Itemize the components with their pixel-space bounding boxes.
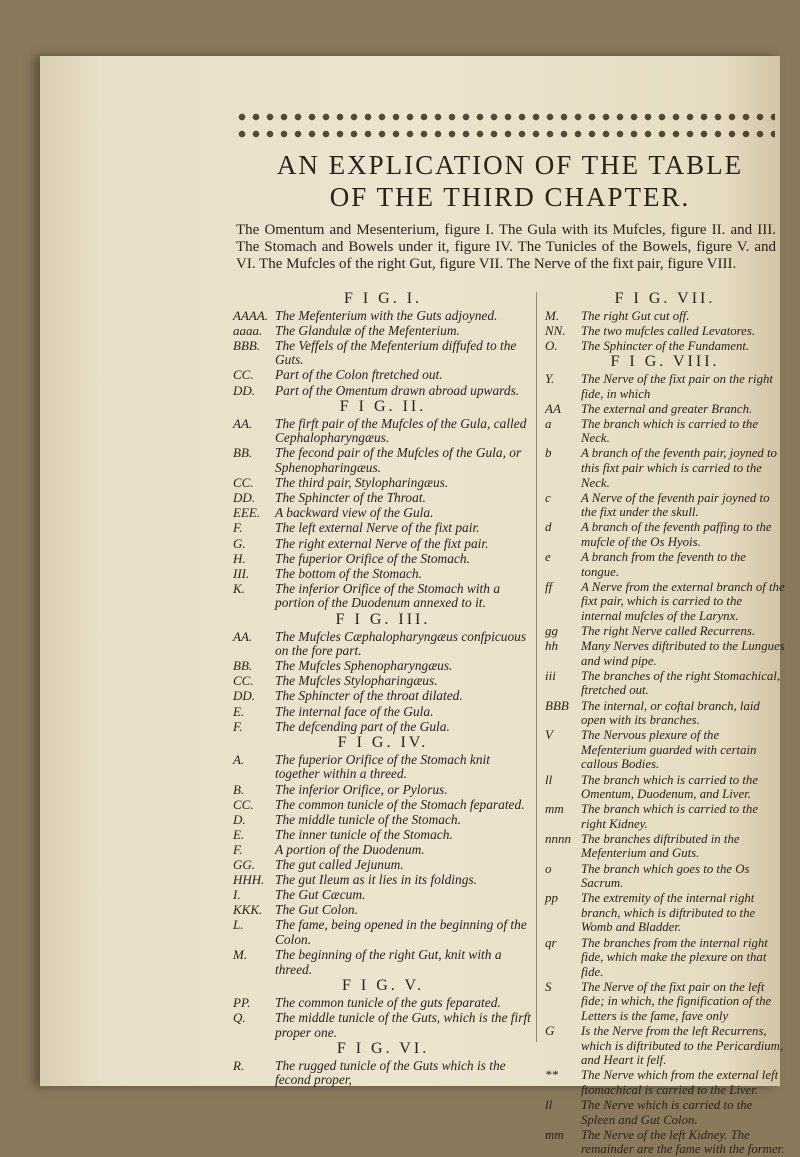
entry-letter: DD.: [233, 382, 256, 398]
entry-letter: H.: [233, 550, 246, 566]
legend-entry: [545, 580, 785, 624]
entry-description: The firft pair of the Mufcles of the Gula, called Cephalopharyngæus.: [275, 415, 527, 446]
entry-letter: e: [545, 549, 551, 565]
legend-entry: [233, 858, 533, 873]
legend-entry: [233, 843, 533, 858]
entry-description: The fame, being opened in the beginning of the Colon.: [275, 917, 527, 947]
legend-entry: [233, 491, 533, 506]
entry-letter: I.: [233, 887, 241, 903]
legend-entry: [233, 368, 533, 383]
legend-entry: [545, 1068, 785, 1097]
entry-description: The middle tunicle of the Guts, which is the firft proper one.: [275, 1009, 531, 1040]
entry-letter: AA.: [233, 628, 253, 644]
legend-entry: [545, 520, 785, 549]
legend-entry: [545, 372, 785, 401]
legend-entry: [233, 537, 533, 552]
entry-letter: ff: [545, 578, 553, 594]
entry-letter: Y.: [545, 370, 555, 386]
entry-description: The defcending part of the Gula.: [275, 718, 450, 734]
legend-entry: [233, 873, 533, 888]
entry-description: The internal, or coftal branch, laid open with its branches.: [581, 698, 760, 728]
entry-description: The common tunicle of the Stomach feparated.: [275, 796, 525, 812]
entry-description: The fuperior Orifice of the Stomach knit together within a threed.: [275, 751, 490, 782]
entry-description: The internal face of the Gula.: [275, 703, 434, 719]
legend-entry: [545, 309, 785, 324]
legend-entry: [545, 699, 785, 728]
entry-description: Many Nerves diftributed to the Lungues and wind pipe.: [581, 639, 785, 668]
entry-description: The inner tunicle of the Stomach.: [275, 826, 453, 842]
entry-letter: aaaa.: [233, 322, 263, 338]
legend-entry: [233, 1011, 533, 1040]
entry-description: The Nerve which is carried to the Spleen and Gut Colon.: [581, 1098, 753, 1127]
entry-letter: o: [545, 860, 552, 876]
legend-entry: [545, 324, 785, 339]
entry-letter: GG.: [233, 856, 256, 872]
legend-entry: [233, 828, 533, 843]
legend-entry: [545, 832, 785, 861]
entry-description: A backward view of the Gula.: [275, 505, 434, 521]
entry-description: The Sphincter of the throat dilated.: [275, 688, 463, 704]
legend-entry: [233, 309, 533, 324]
entry-description: The bottom of the Stomach.: [275, 565, 422, 581]
legend-entry: [233, 753, 533, 782]
entry-letter: c: [545, 489, 551, 505]
entry-letter: a: [545, 415, 552, 431]
entry-letter: A.: [233, 751, 245, 767]
entry-letter: CC.: [233, 367, 254, 383]
entry-letter: G.: [233, 535, 246, 551]
entry-letter: AAAA.: [233, 307, 269, 323]
legend-entry: [545, 936, 785, 980]
entry-letter: gg: [545, 623, 558, 639]
legend-entry: [545, 802, 785, 831]
entry-description: A branch of the feventh paffing to the mufcle of the Os Hyois.: [581, 520, 772, 549]
legend-entry: [233, 798, 533, 813]
entry-letter: ll: [545, 771, 553, 787]
entry-letter: D.: [233, 811, 246, 827]
entry-letter: F.: [233, 841, 243, 857]
entry-letter: EEE.: [233, 505, 261, 521]
legend-entry: [233, 339, 533, 368]
entry-letter: DD.: [233, 688, 256, 704]
entry-description: The external and greater Branch.: [581, 401, 753, 416]
entry-description: The middle tunicle of the Stomach.: [275, 811, 461, 827]
legend-entry: [233, 813, 533, 828]
legend-entry: [233, 918, 533, 947]
entry-description: The two mufcles called Levatores.: [581, 323, 756, 338]
entry-letter: F.: [233, 520, 243, 536]
entry-letter: HHH.: [233, 872, 265, 888]
figure-heading: F I G. III.: [335, 610, 431, 628]
legend-entry: [545, 417, 785, 446]
entry-letter: mm: [545, 801, 564, 817]
legend-entry: [233, 552, 533, 567]
entry-description: The left external Nerve of the fixt pair.: [275, 520, 480, 536]
legend-entry: [545, 1128, 785, 1157]
entry-description: A branch of the feventh pair, joyned to this fixt pair which is carried to the Neck.: [581, 446, 777, 490]
legend-entry: [233, 567, 533, 582]
figure-heading: F I G. II.: [339, 398, 427, 416]
entry-letter: pp: [545, 890, 558, 906]
entry-description: The Nerve of the fixt pair on the right fide, in which: [581, 371, 773, 401]
entry-description: The Mufcles Cæphalopharyngæus confpicuous on the fore part.: [275, 628, 527, 659]
legend-entry: [545, 624, 785, 639]
entry-letter: BBB.: [233, 337, 261, 353]
intro-paragraph: The Omentum and Mesenterium, figure I. The Gula with its Mufcles, figure II. and III. The Stomach and Bowels under it, figure IV. The Tunicles of the Bowels, figure V. and VI. The Mufcles of the right Gut, figure VII. The Nerve of the fixt pair, figure VIII.: [236, 222, 776, 272]
entry-letter: O.: [545, 337, 558, 353]
entry-letter: d: [545, 519, 552, 535]
entry-description: The branches of the right Stomachical, ftretched out.: [581, 668, 781, 698]
entry-description: The branch which is carried to the Omentum, Duodenum, and Liver.: [581, 772, 759, 802]
entry-description: The Gut Colon.: [275, 902, 358, 918]
legend-entry: [233, 630, 533, 659]
legend-entry: [233, 689, 533, 704]
entry-letter: S: [545, 978, 552, 994]
column-divider: [536, 292, 537, 1042]
legend-entry: [545, 491, 785, 520]
legend-entry: [233, 948, 533, 977]
legend-entry: [233, 674, 533, 689]
entry-description: The Nervous plexure of the Mefenterium guarded with certain callous Bodies.: [581, 728, 757, 772]
entry-letter: NN.: [545, 322, 566, 338]
entry-letter: PP.: [233, 994, 251, 1010]
entry-description: The Nerve which from the external left ftomachical is carried to the Liver.: [581, 1068, 779, 1097]
legend-entry: [545, 550, 785, 579]
entry-letter: Q.: [233, 1009, 246, 1025]
entry-description: The fecond pair of the Mufcles of the Gula, or Sphenopharingæus.: [275, 445, 522, 476]
page-title-line-1: AN EXPLICATION OF THE TABLE: [276, 150, 744, 180]
entry-letter: B.: [233, 781, 245, 797]
legend-entry: [233, 659, 533, 674]
legend-entry: [233, 324, 533, 339]
entry-letter: III.: [233, 565, 250, 581]
legend-entry: [233, 384, 533, 399]
entry-description: The gut Ileum as it lies in its foldings.: [275, 872, 477, 888]
entry-description: The branch which goes to the Os Sacrum.: [581, 861, 750, 891]
entry-description: A branch from the feventh to the tongue.: [581, 550, 746, 579]
entry-description: The Mufcles Stylopharingæus.: [275, 673, 438, 689]
entry-description: The branch which is carried to the Neck.: [581, 416, 759, 446]
entry-letter: V: [545, 727, 553, 743]
entry-description: The Gut Cæcum.: [275, 887, 366, 903]
legend-entry: [233, 582, 533, 611]
legend-entry: [233, 720, 533, 735]
entry-letter: R.: [233, 1057, 245, 1073]
legend-entry: [233, 888, 533, 903]
entry-description: The common tunicle of the guts feparated.: [275, 994, 501, 1010]
entry-description: The Mefenterium with the Guts adjoyned.: [275, 307, 498, 323]
legend-entry: [233, 506, 533, 521]
entry-letter: DD.: [233, 490, 256, 506]
legend-entry: [233, 903, 533, 918]
legend-entry: [545, 339, 785, 354]
entry-description: A Nerve of the feventh pair joyned to the fixt under the skull.: [581, 490, 770, 520]
entry-letter: mm: [545, 1126, 564, 1142]
entry-letter: CC.: [233, 475, 254, 491]
printers-ornament-band: [235, 108, 775, 144]
entry-letter: E.: [233, 703, 245, 719]
entry-letter: KKK.: [233, 902, 263, 918]
entry-letter: F.: [233, 718, 243, 734]
legend-entry: [233, 476, 533, 491]
figure-heading: F I G. I.: [343, 290, 423, 307]
legend-entry: [233, 521, 533, 536]
entry-description: The branches diftributed in the Mefenterium and Guts.: [581, 831, 740, 861]
entry-letter: E.: [233, 826, 245, 842]
legend-entry: [545, 1024, 785, 1068]
entry-description: The inferior Orifice of the Stomach with a portion of the Duodenum annexed to it.: [275, 580, 501, 611]
entry-description: The branches from the internal right fide, which make the plexure on that fide.: [581, 935, 768, 979]
entry-letter: hh: [545, 638, 558, 654]
legend-entry: [233, 446, 533, 475]
entry-description: The Sphincter of the Throat.: [275, 490, 426, 506]
figure-heading: F I G. V.: [342, 977, 424, 995]
legend-entry: [233, 417, 533, 446]
entry-letter: **: [545, 1067, 558, 1083]
entry-description: The Glandulæ of the Mefenterium.: [275, 322, 460, 338]
legend-entry: [545, 669, 785, 698]
entry-description: The third pair, Stylopharingæus.: [275, 475, 449, 491]
legend-entry: [545, 862, 785, 891]
entry-letter: AA.: [233, 415, 253, 431]
right-column: [545, 290, 785, 1157]
entry-letter: M.: [233, 947, 248, 963]
figure-heading: F I G. VI.: [336, 1040, 430, 1058]
legend-entry: [545, 728, 785, 772]
legend-entry: [545, 639, 785, 668]
entry-description: The Mufcles Sphenopharyngæus.: [275, 658, 453, 674]
entry-description: A Nerve from the external branch of the fixt pair, which is carried to the internal mufcles of the Larynx.: [581, 579, 785, 623]
entry-letter: M.: [545, 307, 560, 323]
entry-description: The beginning of the right Gut, knit with a threed.: [275, 947, 502, 977]
entry-letter: K.: [233, 580, 245, 596]
entry-description: The rugged tunicle of the Guts which is the fecond proper,: [275, 1057, 506, 1088]
entry-description: Part of the Colon ftretched out.: [275, 367, 443, 383]
entry-letter: BB.: [233, 658, 253, 674]
entry-letter: CC.: [233, 673, 254, 689]
entry-description: A portion of the Duodenum.: [275, 841, 425, 857]
entry-letter: qr: [545, 934, 557, 950]
entry-description: The Nerve of the left Kidney. The remainder are the fame with the former.: [581, 1127, 785, 1157]
entry-letter: iii: [545, 667, 556, 683]
entry-description: The branch which is carried to the right Kidney.: [581, 802, 759, 831]
left-column: [233, 290, 533, 1088]
entry-description: The Veffels of the Mefenterium diffufed to the Guts.: [275, 337, 517, 368]
legend-entry: [545, 402, 785, 417]
figure-heading: F I G. VII.: [614, 290, 716, 307]
entry-letter: L.: [233, 917, 244, 933]
entry-description: The gut called Jejunum.: [275, 856, 404, 872]
figure-heading: F I G. IV.: [337, 734, 429, 752]
legend-entry: [233, 783, 533, 798]
legend-entry: [233, 705, 533, 720]
legend-entry: [545, 891, 785, 935]
entry-description: The inferior Orifice, or Pylorus.: [275, 781, 448, 797]
entry-letter: ll: [545, 1097, 553, 1113]
entry-description: The right Gut cut off.: [581, 308, 690, 323]
entry-letter: CC.: [233, 796, 254, 812]
legend-entry: [545, 980, 785, 1024]
legend-entry: [545, 1098, 785, 1127]
entry-description: The fuperior Orifice of the Stomach.: [275, 550, 470, 566]
legend-entry: [545, 446, 785, 490]
entry-description: Is the Nerve from the left Recurrens, which is diftributed to the Pericardium, and Heart it felf.: [581, 1024, 784, 1068]
entry-letter: nnnn: [545, 830, 571, 846]
entry-letter: b: [545, 445, 552, 461]
legend-entry: [545, 773, 785, 802]
legend-entry: [233, 1059, 533, 1088]
entry-description: The right Nerve called Recurrens.: [581, 624, 756, 639]
figure-heading: F I G. VIII.: [610, 353, 720, 371]
entry-letter: BBB: [545, 697, 569, 713]
entry-description: The Nerve of the fixt pair on the left fide; in which, the fignification of the Letters is the fame, fave only: [581, 979, 772, 1023]
entry-letter: AA: [545, 400, 561, 416]
page-title-line-2: OF THE THIRD CHAPTER.: [329, 182, 691, 212]
entry-description: The extremity of the internal right branch, which is diftributed to the Womb and Bladder.: [581, 891, 756, 935]
entry-description: Part of the Omentum drawn abroad upwards.: [275, 382, 520, 398]
entry-letter: G: [545, 1023, 555, 1039]
entry-description: The Sphincter of the Fundament.: [581, 338, 750, 353]
legend-entry: [233, 996, 533, 1011]
entry-description: The right external Nerve of the fixt pair.: [275, 535, 489, 551]
entry-letter: BB.: [233, 445, 253, 461]
